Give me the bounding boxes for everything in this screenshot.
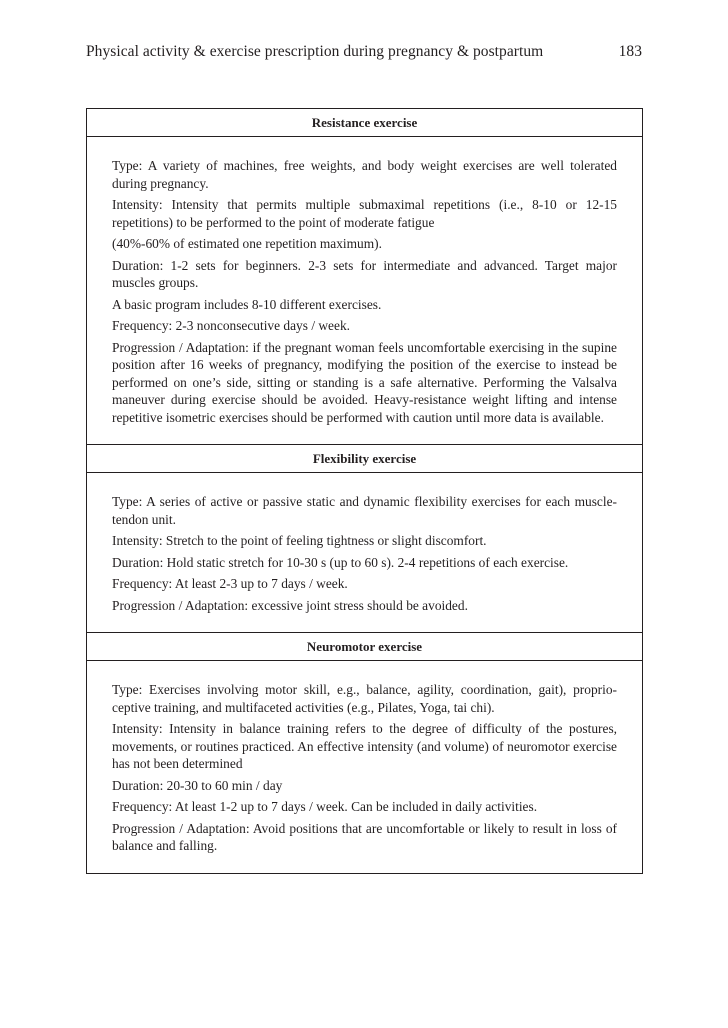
running-head-title: Physical activity & exercise prescription during pregnancy & postpartum [86,43,544,60]
paragraph-type: Type: A variety of machines, free weights, and body weight exercises are well tolerated during pregnancy. [112,158,617,191]
paragraph-frequency: Frequency: At least 2-3 up to 7 days / week. [112,576,348,591]
paragraph-type: Type: Exercises involving motor skill, e.g., balance, agility, coordination, gait), proprioceptive training, and multifaceted activities (e.g., Pilates, Yoga, tai chi). [112,682,617,715]
section-body [87,661,642,873]
paragraph-progression: Progression / Adaptation: excessive joint stress should be avoided. [112,597,468,613]
paragraph-duration: Duration: Hold static stretch for 10-30 s (up to 60 s). 2-4 repetitions of each exercise. [112,554,569,570]
section-body [87,473,642,632]
paragraph-intensity: Intensity: Intensity that permits multiple submaximal repetitions (i.e., 8-10 or 12-15 repetitions) to be performed to the point of moderate fatigue [112,197,617,230]
paragraph-duration: Duration: 20-30 to 60 min / day [112,777,283,793]
paragraph-intensity-range: (40%-60% of estimated one repetition maximum). [112,236,382,251]
paragraph-intensity: Intensity: Intensity in balance training refers to the degree of difficulty of the postures, movements, or routines practiced. An effective intensity (and volume) of neuromotor exercise has not been determined [112,721,617,771]
section-flexibility [87,444,642,632]
page-number: 183 [618,43,642,60]
section-neuromotor [87,632,642,873]
exercise-table [86,108,643,874]
paragraph-frequency: Frequency: 2-3 nonconsecutive days / week. [112,318,350,333]
paragraph-type: Type: A series of active or passive static and dynamic flexibility exercises for each muscle-tendon unit. [112,494,617,527]
paragraph-duration: Duration: 1-2 sets for beginners. 2-3 sets for intermediate and advanced. Target major muscles groups. [112,257,617,290]
section-heading: Neuromotor exercise [87,632,642,661]
running-head [86,43,642,61]
paragraph-progression: Progression / Adaptation: Avoid positions that are uncomfortable or likely to result in loss of balance and falling. [112,820,617,853]
paragraph-frequency: Frequency: At least 1-2 up to 7 days / week. Can be included in daily activities. [112,799,538,814]
section-heading: Flexibility exercise [87,444,642,473]
paragraph-progression: Progression / Adaptation: if the pregnant woman feels uncomfortable exercising in the supine position after 16 weeks of pregnancy, modifying the position of the exercise to instead be performed on one’s side, sitting or standing is a safe alternative. Performing the Valsalva maneuver during exercise should be avoided. Heavy-resistance weight lifting and intense repetitive isometric exercises should be performed with caution until more data is available. [112,339,617,425]
paragraph-intensity: Intensity: Stretch to the point of feeling tightness or slight discomfort. [112,533,487,548]
section-resistance [87,109,642,444]
section-heading: Resistance exercise [87,109,642,137]
paragraph-program: A basic program includes 8-10 different exercises. [112,296,382,312]
section-body [87,137,642,444]
